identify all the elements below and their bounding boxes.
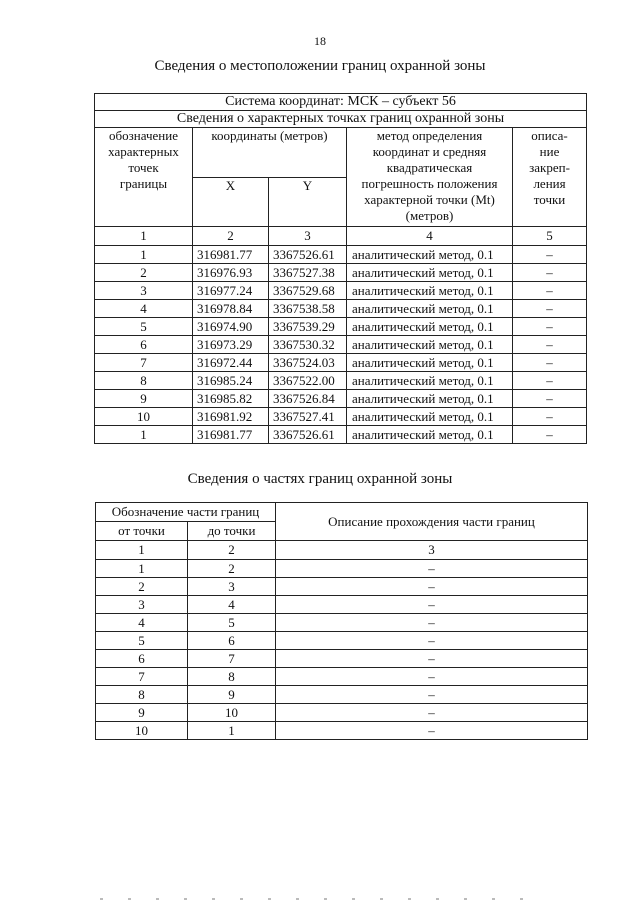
table-row xyxy=(96,578,588,596)
y-coordinate-cell: 3367527.41 xyxy=(269,408,347,426)
description-cell: – xyxy=(513,354,587,372)
part-description-cell: – xyxy=(276,578,588,596)
from-point-cell: 5 xyxy=(96,632,188,650)
column-number-row: 1 2 3 xyxy=(96,541,588,560)
table-row xyxy=(95,264,587,282)
from-point-cell: 8 xyxy=(96,686,188,704)
y-coordinate-cell: 3367529.68 xyxy=(269,282,347,300)
part-description-cell: – xyxy=(276,632,588,650)
header-to-point: до точки xyxy=(188,522,276,541)
from-point-cell: 2 xyxy=(96,578,188,596)
from-point-cell: 9 xyxy=(96,704,188,722)
table-row xyxy=(96,614,588,632)
table-row xyxy=(95,390,587,408)
part-description-cell: – xyxy=(276,722,588,740)
header-y: Y xyxy=(269,177,347,227)
method-cell: аналитический метод, 0.1 xyxy=(347,246,513,264)
method-cell: аналитический метод, 0.1 xyxy=(347,408,513,426)
method-cell: аналитический метод, 0.1 xyxy=(347,300,513,318)
part-description-cell: – xyxy=(276,650,588,668)
to-point-cell: 4 xyxy=(188,596,276,614)
description-cell: – xyxy=(513,264,587,282)
from-point-cell: 1 xyxy=(96,560,188,578)
method-cell: аналитический метод, 0.1 xyxy=(347,354,513,372)
to-point-cell: 5 xyxy=(188,614,276,632)
from-point-cell: 10 xyxy=(96,722,188,740)
to-point-cell: 2 xyxy=(188,560,276,578)
part-description-cell: – xyxy=(276,596,588,614)
point-number-cell: 7 xyxy=(95,354,193,372)
y-coordinate-cell: 3367522.00 xyxy=(269,372,347,390)
y-coordinate-cell: 3367530.32 xyxy=(269,336,347,354)
table-row xyxy=(96,632,588,650)
description-cell: – xyxy=(513,300,587,318)
scan-artifact-divider xyxy=(100,898,540,900)
y-coordinate-cell: 3367538.58 xyxy=(269,300,347,318)
point-number-cell: 6 xyxy=(95,336,193,354)
point-number-cell: 1 xyxy=(95,426,193,444)
to-point-cell: 1 xyxy=(188,722,276,740)
x-coordinate-cell: 316981.77 xyxy=(193,246,269,264)
y-coordinate-cell: 3367526.84 xyxy=(269,390,347,408)
point-number-cell: 10 xyxy=(95,408,193,426)
part-description-cell: – xyxy=(276,560,588,578)
table-row xyxy=(96,722,588,740)
coordinate-system: Система координат: МСК – субъект 56 xyxy=(95,94,587,111)
part-description-cell: – xyxy=(276,614,588,632)
y-coordinate-cell: 3367527.38 xyxy=(269,264,347,282)
method-cell: аналитический метод, 0.1 xyxy=(347,318,513,336)
y-coordinate-cell: 3367524.03 xyxy=(269,354,347,372)
table-row xyxy=(95,300,587,318)
y-coordinate-cell: 3367539.29 xyxy=(269,318,347,336)
x-coordinate-cell: 316981.77 xyxy=(193,426,269,444)
point-number-cell: 9 xyxy=(95,390,193,408)
description-cell: – xyxy=(513,336,587,354)
document-title: Сведения о местоположении границ охранной зоны xyxy=(154,58,486,74)
method-cell: аналитический метод, 0.1 xyxy=(347,264,513,282)
table-row xyxy=(96,704,588,722)
description-cell: – xyxy=(513,390,587,408)
part-description-cell: – xyxy=(276,686,588,704)
to-point-cell: 9 xyxy=(188,686,276,704)
table-subtitle: Сведения о характерных точках границ охранной зоны xyxy=(95,111,587,128)
part-description-cell: – xyxy=(276,668,588,686)
table-row xyxy=(95,246,587,264)
to-point-cell: 7 xyxy=(188,650,276,668)
x-coordinate-cell: 316972.44 xyxy=(193,354,269,372)
table-row xyxy=(96,560,588,578)
table-row xyxy=(96,686,588,704)
from-point-cell: 4 xyxy=(96,614,188,632)
column-number-row: 1 2 3 4 5 xyxy=(95,227,587,246)
description-cell: – xyxy=(513,282,587,300)
from-point-cell: 6 xyxy=(96,650,188,668)
x-coordinate-cell: 316985.24 xyxy=(193,372,269,390)
boundary-parts-table xyxy=(95,502,588,740)
description-cell: – xyxy=(513,426,587,444)
header-x: X xyxy=(193,177,269,227)
from-point-cell: 3 xyxy=(96,596,188,614)
table-row xyxy=(95,372,587,390)
point-number-cell: 4 xyxy=(95,300,193,318)
x-coordinate-cell: 316985.82 xyxy=(193,390,269,408)
x-coordinate-cell: 316981.92 xyxy=(193,408,269,426)
point-number-cell: 1 xyxy=(95,246,193,264)
point-number-cell: 8 xyxy=(95,372,193,390)
header-part-description: Описание прохождения части границ xyxy=(276,503,588,541)
to-point-cell: 6 xyxy=(188,632,276,650)
point-number-cell: 2 xyxy=(95,264,193,282)
table-row xyxy=(95,354,587,372)
x-coordinate-cell: 316978.84 xyxy=(193,300,269,318)
to-point-cell: 8 xyxy=(188,668,276,686)
description-cell: – xyxy=(513,372,587,390)
table-row xyxy=(95,408,587,426)
y-coordinate-cell: 3367526.61 xyxy=(269,426,347,444)
description-cell: – xyxy=(513,318,587,336)
page-number: 18 xyxy=(314,34,326,48)
header-part-designation: Обозначение части границ xyxy=(96,503,276,522)
header-from-point: от точки xyxy=(96,522,188,541)
x-coordinate-cell: 316974.90 xyxy=(193,318,269,336)
header-coordinates: координаты (метров) xyxy=(193,128,347,178)
from-point-cell: 7 xyxy=(96,668,188,686)
header-designation: обозначение характерных точек границы xyxy=(95,128,193,227)
table-row xyxy=(96,668,588,686)
table-row xyxy=(96,650,588,668)
parts-section-title: Сведения о частях границ охранной зоны xyxy=(187,471,453,487)
description-cell: – xyxy=(513,246,587,264)
method-cell: аналитический метод, 0.1 xyxy=(347,372,513,390)
x-coordinate-cell: 316977.24 xyxy=(193,282,269,300)
table-row xyxy=(96,596,588,614)
table-row xyxy=(95,318,587,336)
table-row xyxy=(95,282,587,300)
y-coordinate-cell: 3367526.61 xyxy=(269,246,347,264)
method-cell: аналитический метод, 0.1 xyxy=(347,282,513,300)
method-cell: аналитический метод, 0.1 xyxy=(347,426,513,444)
table-row xyxy=(95,426,587,444)
method-cell: аналитический метод, 0.1 xyxy=(347,390,513,408)
description-cell: – xyxy=(513,408,587,426)
point-number-cell: 5 xyxy=(95,318,193,336)
header-description: описа- ние закреп- ления точки xyxy=(513,128,587,227)
x-coordinate-cell: 316973.29 xyxy=(193,336,269,354)
header-method: метод определения координат и средняя квадратическая погрешность положения характерной точки (Mt) (метров) xyxy=(347,128,513,227)
method-cell: аналитический метод, 0.1 xyxy=(347,336,513,354)
characteristic-points-table xyxy=(94,93,587,444)
point-number-cell: 3 xyxy=(95,282,193,300)
to-point-cell: 3 xyxy=(188,578,276,596)
table-row xyxy=(95,336,587,354)
part-description-cell: – xyxy=(276,704,588,722)
to-point-cell: 10 xyxy=(188,704,276,722)
x-coordinate-cell: 316976.93 xyxy=(193,264,269,282)
